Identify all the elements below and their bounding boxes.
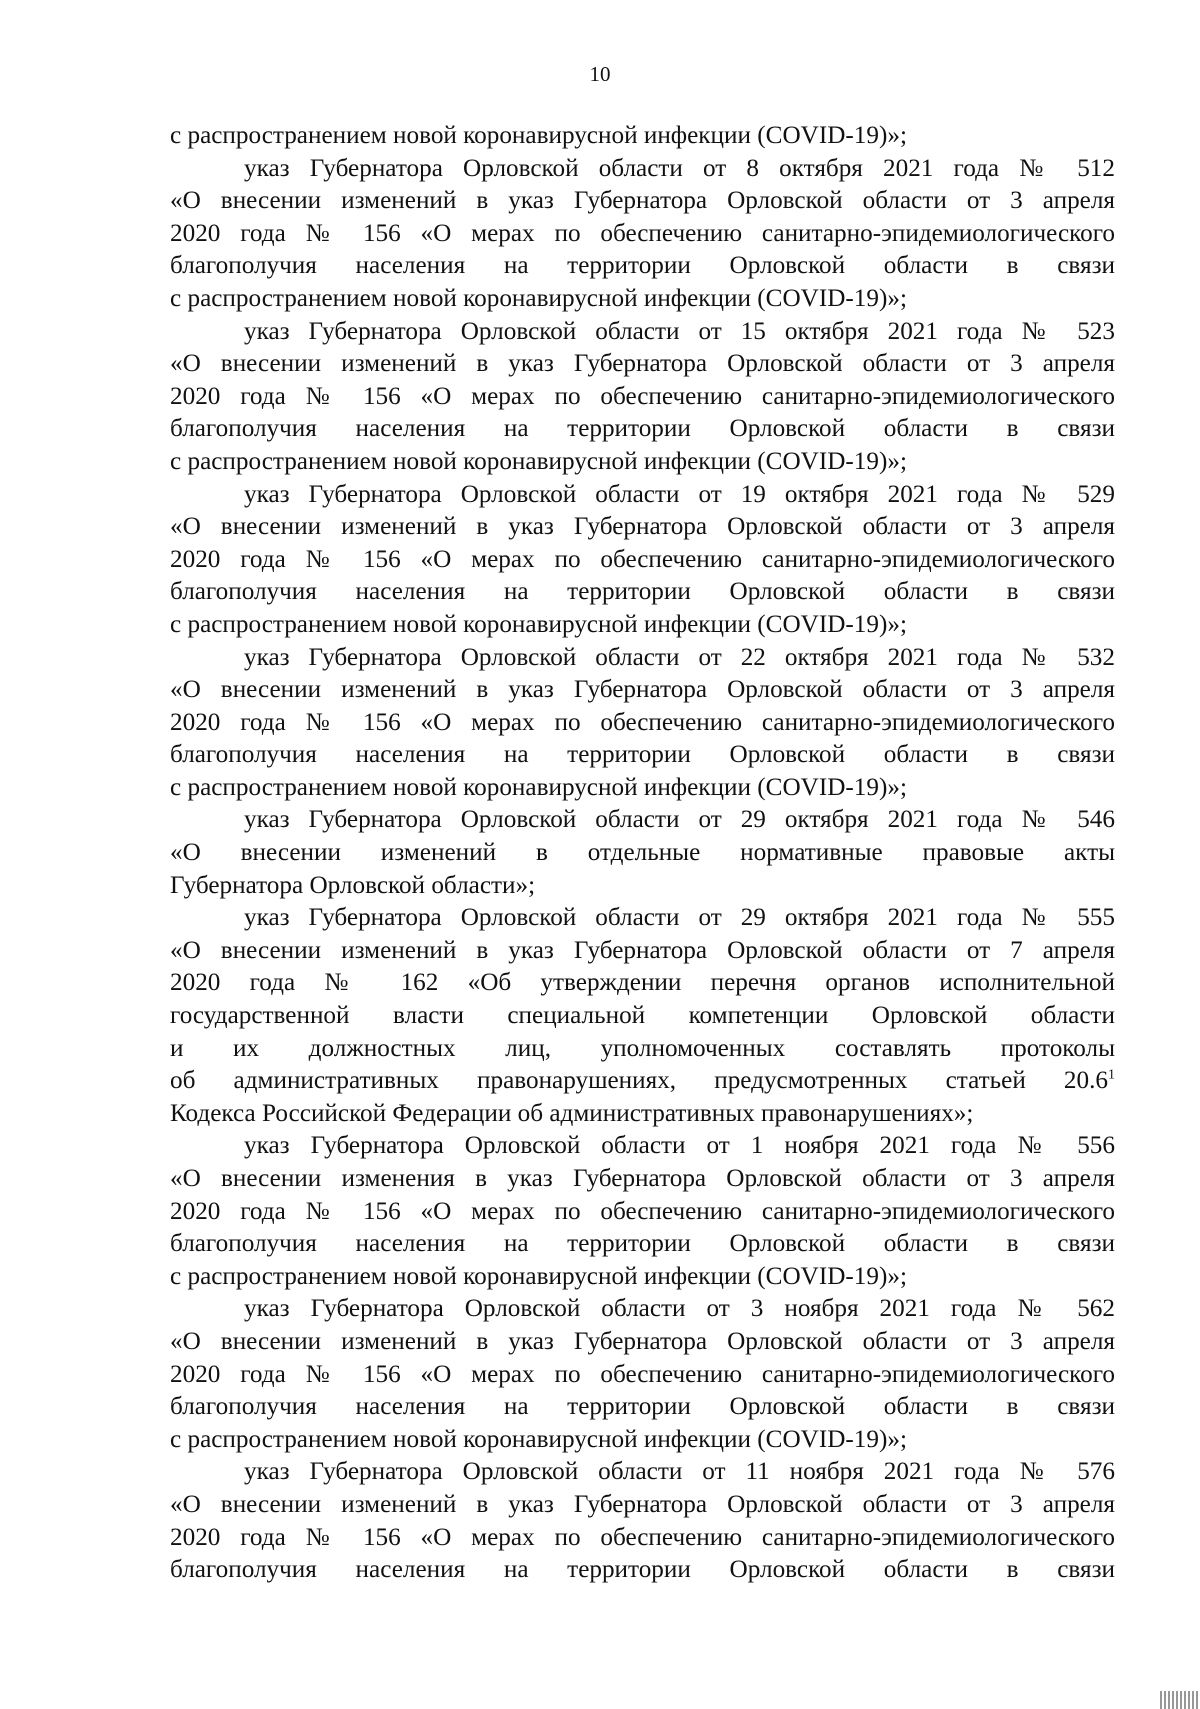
text-line — [170, 1065, 1115, 1098]
line-text: благополучия населения на территории Орловской области в связи — [170, 415, 1115, 443]
line-text: указ Губернатора Орловской области от 3 ноября 2021 года № 562 — [244, 1295, 1115, 1323]
line-text: с распространением новой коронавирусной инфекции (COVID-19)»; — [170, 447, 907, 475]
text-line — [170, 870, 1115, 903]
line-text: 2020 года № 162 «Об утверждении перечня органов исполнительной — [170, 969, 1115, 997]
text-line — [170, 1522, 1115, 1555]
text-line — [170, 348, 1115, 381]
line-text: указ Губернатора Орловской области от 19 октября 2021 года № 529 — [244, 480, 1115, 508]
line-text: Губернатора Орловской области»; — [170, 871, 536, 899]
line-text: указ Губернатора Орловской области от 22 октября 2021 года № 532 — [244, 643, 1115, 671]
text-line — [170, 218, 1115, 251]
line-text: государственной власти специальной компетенции Орловской области — [170, 1002, 1115, 1030]
decree-paragraph — [170, 153, 1115, 316]
text-line — [170, 707, 1115, 740]
line-text: 2020 года № 156 «О мерах по обеспечению санитарно-эпидемиологического — [170, 382, 1115, 410]
line-text: «О внесении изменений в указ Губернатора Орловской области от 3 апреля — [170, 187, 1115, 215]
line-text: благополучия населения на территории Орловской области в связи — [170, 1230, 1115, 1258]
text-line — [170, 967, 1115, 1000]
text-line — [170, 381, 1115, 414]
text-line — [170, 511, 1115, 544]
text-line — [170, 544, 1115, 577]
text-line — [170, 1098, 1115, 1131]
text-line — [170, 1261, 1115, 1294]
text-line — [170, 935, 1115, 968]
text-line — [170, 772, 1115, 805]
line-text: благополучия населения на территории Орловской области в связи — [170, 252, 1115, 280]
page-number: 10 — [589, 62, 611, 86]
line-text: «О внесении изменений в указ Губернатора Орловской области от 3 апреля — [170, 1327, 1115, 1355]
text-line — [170, 1489, 1115, 1522]
line-text: «О внесении изменений в указ Губернатора Орловской области от 3 апреля — [170, 513, 1115, 541]
text-line — [170, 902, 1115, 935]
decree-paragraph — [170, 902, 1115, 1130]
line-text: указ Губернатора Орловской области от 15 октября 2021 года № 523 — [244, 317, 1115, 345]
text-line — [170, 1163, 1115, 1196]
line-text: с распространением новой коронавирусной инфекции (COVID-19)»; — [170, 284, 907, 312]
line-text: с распространением новой коронавирусной инфекции (COVID-19)»; — [170, 1262, 907, 1290]
text-line — [170, 1554, 1115, 1587]
decree-paragraph — [170, 1456, 1115, 1586]
text-line — [170, 1228, 1115, 1261]
text-line — [170, 1000, 1115, 1033]
line-text: 2020 года № 156 «О мерах по обеспечению санитарно-эпидемиологического — [170, 1360, 1115, 1388]
line-text: с распространением новой коронавирусной инфекции (COVID-19)»; — [170, 773, 907, 801]
text-line — [170, 446, 1115, 479]
text-line — [170, 1391, 1115, 1424]
line-text: «О внесении изменения в указ Губернатора Орловской области от 3 апреля — [170, 1165, 1115, 1192]
text-line — [170, 1326, 1115, 1359]
line-text: «О внесении изменений в указ Губернатора Орловской области от 3 апреля — [170, 676, 1115, 704]
line-text: «О внесении изменений в указ Губернатора Орловской области от 3 апреля — [170, 1490, 1115, 1518]
text-line — [170, 316, 1115, 349]
text-line — [170, 674, 1115, 707]
line-text: благополучия населения на территории Орловской области в связи — [170, 578, 1115, 606]
line-text: «О внесении изменений в отдельные нормативные правовые акты — [170, 839, 1115, 867]
line-text: 2020 года № 156 «О мерах по обеспечению санитарно-эпидемиологического — [170, 1523, 1115, 1551]
text-line — [170, 1456, 1115, 1489]
document-body — [170, 120, 1115, 1587]
line-text: благополучия населения на территории Орловской области в связи — [170, 1556, 1115, 1584]
superscript: 1 — [1108, 1067, 1115, 1083]
text-line — [170, 576, 1115, 609]
line-text: «О внесении изменений в указ Губернатора Орловской области от 3 апреля — [170, 350, 1115, 378]
line-text: 2020 года № 156 «О мерах по обеспечению санитарно-эпидемиологического — [170, 219, 1115, 247]
line-text: Кодекса Российской Федерации об административных правонарушениях»; — [170, 1099, 974, 1127]
line-text: указ Губернатора Орловской области от 8 октября 2021 года № 512 — [244, 154, 1115, 182]
scan-corner-mark — [1160, 1691, 1200, 1709]
line-text: благополучия населения на территории Орловской области в связи — [170, 1393, 1115, 1421]
line-text: указ Губернатора Орловской области от 29 октября 2021 года № 555 — [244, 904, 1115, 932]
text-line — [170, 250, 1115, 283]
decree-paragraph — [170, 1293, 1115, 1456]
decree-paragraph — [170, 120, 1115, 153]
text-line — [170, 1196, 1115, 1229]
line-text: благополучия населения на территории Орловской области в связи — [170, 741, 1115, 769]
line-text: с распространением новой коронавирусной инфекции (COVID-19)»; — [170, 610, 907, 638]
decree-paragraph — [170, 642, 1115, 805]
text-line — [170, 804, 1115, 837]
text-line — [170, 120, 1115, 153]
line-text: 2020 года № 156 «О мерах по обеспечению санитарно-эпидемиологического — [170, 1197, 1115, 1225]
line-text: и их должностных лиц, уполномоченных составлять протоколы — [170, 1034, 1115, 1062]
text-line — [170, 1130, 1115, 1163]
decree-paragraph — [170, 479, 1115, 642]
decree-paragraph — [170, 316, 1115, 479]
text-line — [170, 837, 1115, 870]
line-text: с распространением новой коронавирусной инфекции (COVID-19)»; — [170, 122, 907, 149]
line-text: об административных правонарушениях, предусмотренных статьей 20.6 — [170, 1067, 1108, 1095]
text-line — [170, 1424, 1115, 1457]
decree-paragraph — [170, 1130, 1115, 1293]
line-text: «О внесении изменений в указ Губернатора Орловской области от 7 апреля — [170, 936, 1115, 964]
text-line — [170, 153, 1115, 186]
line-text: с распространением новой коронавирусной инфекции (COVID-19)»; — [170, 1425, 907, 1453]
text-line — [170, 413, 1115, 446]
text-line — [170, 283, 1115, 316]
line-text: указ Губернатора Орловской области от 11 ноября 2021 года № 576 — [244, 1458, 1115, 1486]
text-line — [170, 739, 1115, 772]
line-text: указ Губернатора Орловской области от 29 октября 2021 года № 546 — [244, 806, 1115, 834]
text-line — [170, 185, 1115, 218]
text-line — [170, 642, 1115, 675]
text-line — [170, 609, 1115, 642]
decree-paragraph — [170, 804, 1115, 902]
text-line — [170, 479, 1115, 512]
line-text: 2020 года № 156 «О мерах по обеспечению санитарно-эпидемиологического — [170, 545, 1115, 573]
text-line — [170, 1293, 1115, 1326]
text-line — [170, 1033, 1115, 1066]
text-line — [170, 1359, 1115, 1392]
line-text: 2020 года № 156 «О мерах по обеспечению санитарно-эпидемиологического — [170, 708, 1115, 736]
line-text: указ Губернатора Орловской области от 1 ноября 2021 года № 556 — [244, 1132, 1115, 1160]
